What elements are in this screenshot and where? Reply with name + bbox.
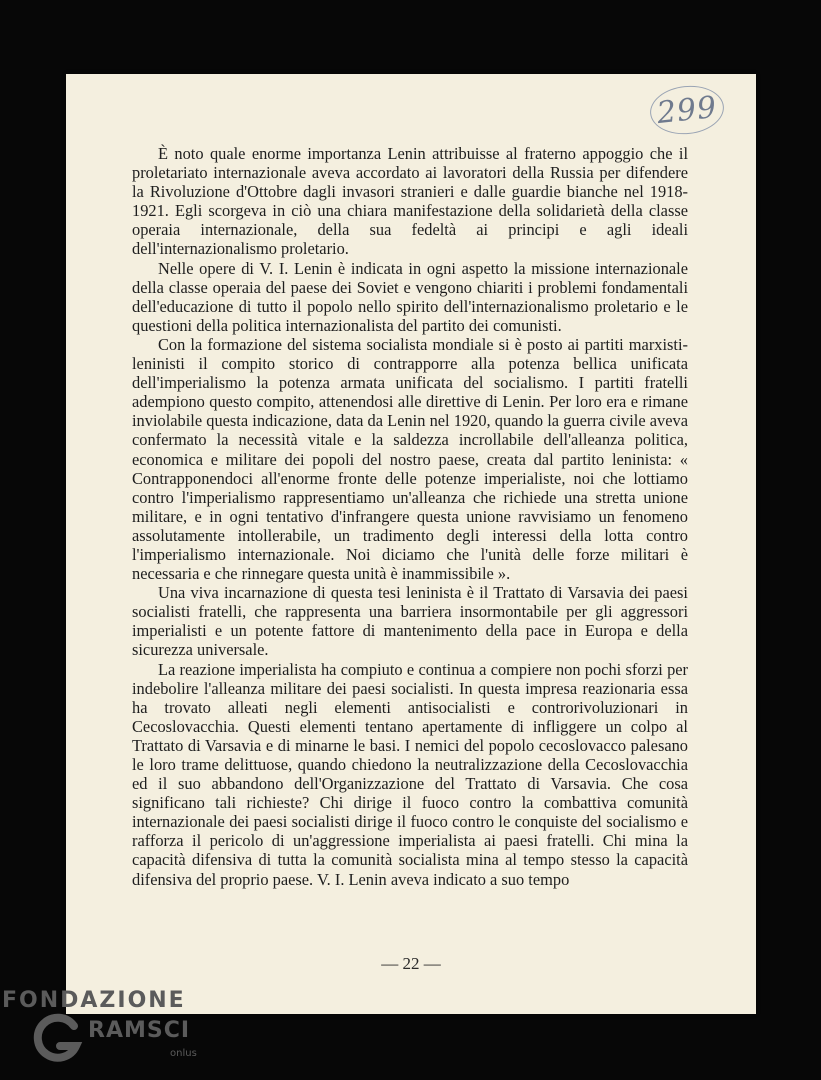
watermark-line2: RAMSCI bbox=[88, 1018, 191, 1043]
gramsci-g-icon bbox=[30, 1012, 84, 1066]
paragraph-3: Con la formazione del sistema socialista mondiale si è posto ai partiti marxisti-leninisti il compito storico di contrapporre alla potenza bellica unificata dell'imperialismo la potenza armata unificata del socialismo. I partiti fratelli adempiono questo compito, attenendosi alle direttive di Lenin. Per loro era e rimane inviolabile questa indicazione, data da Lenin nel 1920, quando la guerra civile aveva confermato la necessità vitale e la saldezza incrollabile dell'alleanza politica, economica e militare dei popoli del nostro paese, creata dal partito leninista: « Contrapponendoci all'enorme fronte delle potenze imperialiste, noi che lottiamo contro l'imperialismo rappresentiamo un'alleanza che richiede una stretta unione militare, e in ogni tentativo d'infrangere questa unione ravvisiamo un fenomeno assolutamente intollerabile, un tradimento degli interessi della lotta contro l'imperialismo internazionale. Noi diciamo che l'unità delle forze militari è necessaria e che rinnegare questa unità è inammissibile ». bbox=[132, 334, 688, 584]
paragraph-1: È noto quale enorme importanza Lenin attribuisse al fraterno appoggio che il proletariato internazionale aveva accordato ai lavoratori della Russia per difendere la Rivoluzione d'Ottobre dagli invasori stranieri e dalle guardie bianche nel 1918-1921. Egli scorgeva in ciò una chiara manifestazione della solidarietà della classe operaia internazionale, della sua fedeltà ai principi e agli ideali dell'internazionalismo proletario. bbox=[132, 144, 688, 259]
paragraph-2: Nelle opere di V. I. Lenin è indicata in ogni aspetto la missione internazionale della classe operaia del paese dei Soviet e vengono chiariti i problemi fondamentali dell'educazione di tutto il popolo nello spirito dell'internazionalismo proletario e le questioni della politica internazionalista del partito dei comunisti. bbox=[132, 258, 688, 335]
body-text bbox=[132, 144, 688, 889]
page-number: — 22 — bbox=[381, 954, 441, 973]
watermark-onlus: onlus bbox=[170, 1048, 197, 1059]
paragraph-4: Una viva incarnazione di questa tesi leninista è il Trattato di Varsavia dei paesi socialisti fratelli, che rappresenta una barriera insormontabile per gli aggressori imperialisti e un potente fattore di mantenimento della pace in Europa e della sicurezza universale. bbox=[132, 583, 688, 660]
document-page bbox=[66, 74, 756, 1014]
fondazione-gramsci-watermark bbox=[2, 988, 232, 1078]
archive-stamp bbox=[648, 82, 727, 137]
watermark-line1: FONDAZIONE bbox=[2, 988, 186, 1013]
paragraph-5: La reazione imperialista ha compiuto e continua a compiere non pochi sforzi per indebolire l'alleanza militare dei paesi socialisti. In questa impresa reazionaria essa ha trovato alleati negli elementi antisocialisti e controrivoluzionari in Cecoslovacchia. Questi elementi tentano apertamente di infliggere un colpo al Trattato di Varsavia e di minarne le basi. I nemici del popolo cecoslovacco palesano le loro trame delittuose, quando chiedono la neutralizzazione della Cecoslovacchia ed il suo abbandono dell'Organizzazione del Trattato di Varsavia. Che cosa significano tali richieste? Chi dirige il fuoco contro la combattiva comunità internazionale dei paesi socialisti dirige il fuoco contro le conquiste del socialismo e rafforza il pericolo di un'aggressione imperialista ai paesi fratelli. Chi mina la capacità difensiva di tutta la comunità socialista mina al tempo stesso la capacità difensiva del proprio paese. V. I. Lenin aveva indicato a suo tempo bbox=[132, 659, 688, 889]
stamp-number: 299 bbox=[655, 89, 719, 131]
